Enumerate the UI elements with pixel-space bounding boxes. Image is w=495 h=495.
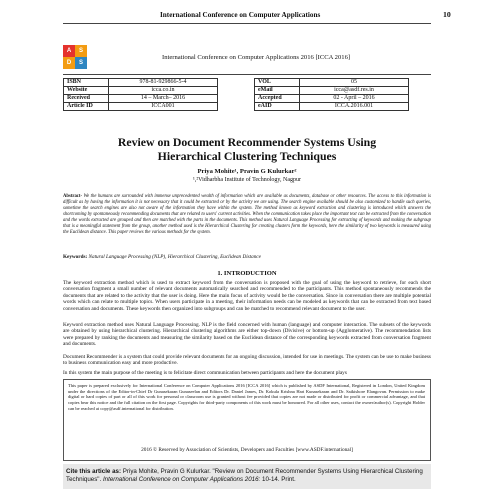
table-row (255, 79, 409, 87)
keywords-text: Natural Language Processing (NLP), Hierarchical Clustering, Euclidean Distance (88, 254, 261, 260)
abstract (63, 194, 431, 236)
citation-venue: International Conference on Computer Applications 2016: (102, 476, 261, 483)
table-row (64, 95, 218, 103)
logo-letter-s2: S (75, 57, 87, 69)
table-row (255, 95, 409, 103)
logo-letter-s: S (75, 45, 87, 57)
citation-authors-title: Priya Mohite, Pravin G Kulurkar. "Review on Document Recommender Systems Using Hierarchical Clustering Techniques". (66, 468, 423, 483)
asdf-logo (63, 45, 87, 69)
keywords (63, 254, 431, 260)
meta-key: Article ID (64, 103, 109, 111)
citation-text (66, 468, 426, 484)
intro-paragraph-1: The keyword extraction method which is used to extract keyword from the conversation is proposed with the goal of using the keyword to retrieve, for each short conversation fragment a small number of relevant documents automatically searched and recommended to the participants. This method spontaneously recommends the documents that are related to the activity that the user is doing. Here the main focus of activity would be the conversation. Since in conversation there are multiple potential words which can relate to multiple topics. When users participate in a meeting, their information needs can be modeled as keywords that can be extracted from text based conversation and documents. These keywords then organized into subgroups and can be matched to recommend relevant document to the user. (63, 280, 431, 312)
abstract-text: We the humans are surrounded with immense unprecedented wealth of information which are available as documents, database or other resources. The access to this information is difficult as by having the information it is not necessary that it could be extracted or by the activity we are using. The search engine available should be also customized to handle such queries, sometime the search engines are also not aware of the information they have within the system. The method known as keyword extraction and clustering is introduced which answers the shortcoming by spontaneously recommending documents that are related to users' current activities. When the communication takes place the important text can be extracted from the conversation and the words extracted are grouped and then are matched with the parts in the documents. This method uses Natural Language Processing for extracting of keywords and making the subgroup that is a meaningful statement from the group, another method used is the Hierarchical Clustering for creating clusters form the keywords, here the similarity of two keywords is measured using the Euclidean distance. This paper reviews the various methods for the system. (63, 194, 432, 235)
table-row (255, 103, 409, 111)
meta-value: icca@asdf.res.in (300, 87, 409, 95)
copyright-notice-text: This paper is prepared exclusively for International Conference on Computer Applications 2016 [ICCA 2016] which is published by ASDF International, Registered in London, United Kingdom under the directions of the Editor-in-Chief Dr Gunasekaran Gunaseelan and Editors Dr. Daniel James, Dr. Kokula Krishna Hari Kunasekaran and Dr. Saikishore Elangovan. Permission to make digital or hard copies of part or all of this work for personal or classroom use is granted without fee provided that copies are not made or distributed for profit or commercial advantage, and that copies bear this notice and the full citation on the first page. Copyrights for third-party components of this work must be honoured. For all other uses, contact the owner/author(s). Copyright Holder can be reached at copy@asdf.international for distribution. (68, 383, 425, 411)
meta-key: VOL (255, 79, 300, 87)
conference-header: International Conference on Computer Applications (160, 11, 321, 19)
page-number: 10 (443, 10, 451, 19)
meta-key: ISBN (64, 79, 109, 87)
author-list: Priya Mohite¹, Pravin G Kulurkar² (197, 168, 297, 175)
metadata-table-left (63, 78, 218, 111)
meta-value: 14 – March– 2016 (109, 95, 218, 103)
title-line-2: Hierarchical Clustering Techniques (157, 149, 337, 163)
intro-paragraph-4: In this system the main purpose of the meeting is to felicitate direct communication between participants and here the document plays (63, 370, 347, 376)
abstract-label: Abstract- (63, 194, 83, 199)
table-row (64, 103, 218, 111)
meta-key: Accepted (255, 95, 300, 103)
table-row (64, 79, 218, 87)
meta-value: ICCA.2016.001 (300, 103, 409, 111)
meta-key: Received (64, 95, 109, 103)
meta-value: icca.co.in (109, 87, 218, 95)
intro-paragraph-2: Keyword extraction method uses Natural Language Processing. NLP is the field concerned with human (language) and computer interaction. The subsets of the keywords are obtained by using hierarchical clustering. Hierarchical clustering algorithms are either top-down (Divisive) or bottom-up (Agglomerative). The recommendation lists were prepared by ranking the documents and measuring the similarity based on the Euclidean distance of the corresponding keywords extracted from conversation fragment and documents. (63, 322, 431, 348)
meta-value: ICCA001 (109, 103, 218, 111)
meta-value: 05 (300, 79, 409, 87)
citation-label: Cite this article as: (66, 468, 122, 475)
subheader-divider (63, 74, 431, 75)
table-row (255, 87, 409, 95)
table-row (64, 87, 218, 95)
logo-letter-a: A (63, 45, 75, 57)
title-line-1: Review on Document Recommender Systems Using (117, 135, 377, 149)
meta-value: 978-81-929866-5-4 (109, 79, 218, 87)
copyright-notice-box (63, 379, 431, 461)
header-divider (63, 23, 431, 24)
affiliation: ¹,²Vidharbha Institute of Technology, Nagpur (193, 177, 301, 183)
meta-key: eAID (255, 103, 300, 111)
keywords-label: Keywords: (63, 254, 88, 260)
citation-pages: 10-14. Print. (262, 476, 296, 483)
meta-key: Website (64, 87, 109, 95)
paper-title (63, 135, 431, 163)
logo-letter-d: D (63, 57, 75, 69)
metadata-table-right (254, 78, 409, 111)
meta-key: eMail (255, 87, 300, 95)
intro-paragraph-3: Document Recommender is a system that could provide relevant documents for an ongoing discussion, intended for use in meetings. The system can be use to make business to business communication easy and more productive. (63, 354, 431, 367)
conference-subtitle: International Conference on Computer Applications 2016 [ICCA 2016] (162, 54, 351, 61)
meta-value: 02 - April – 2016 (300, 95, 409, 103)
copyright-footer: 2016 © Reserved by Association of Scientists, Developers and Faculties [www.ASDF.international] (141, 447, 353, 453)
section-heading-introduction: 1. INTRODUCTION (217, 270, 277, 277)
citation-box (63, 464, 431, 489)
